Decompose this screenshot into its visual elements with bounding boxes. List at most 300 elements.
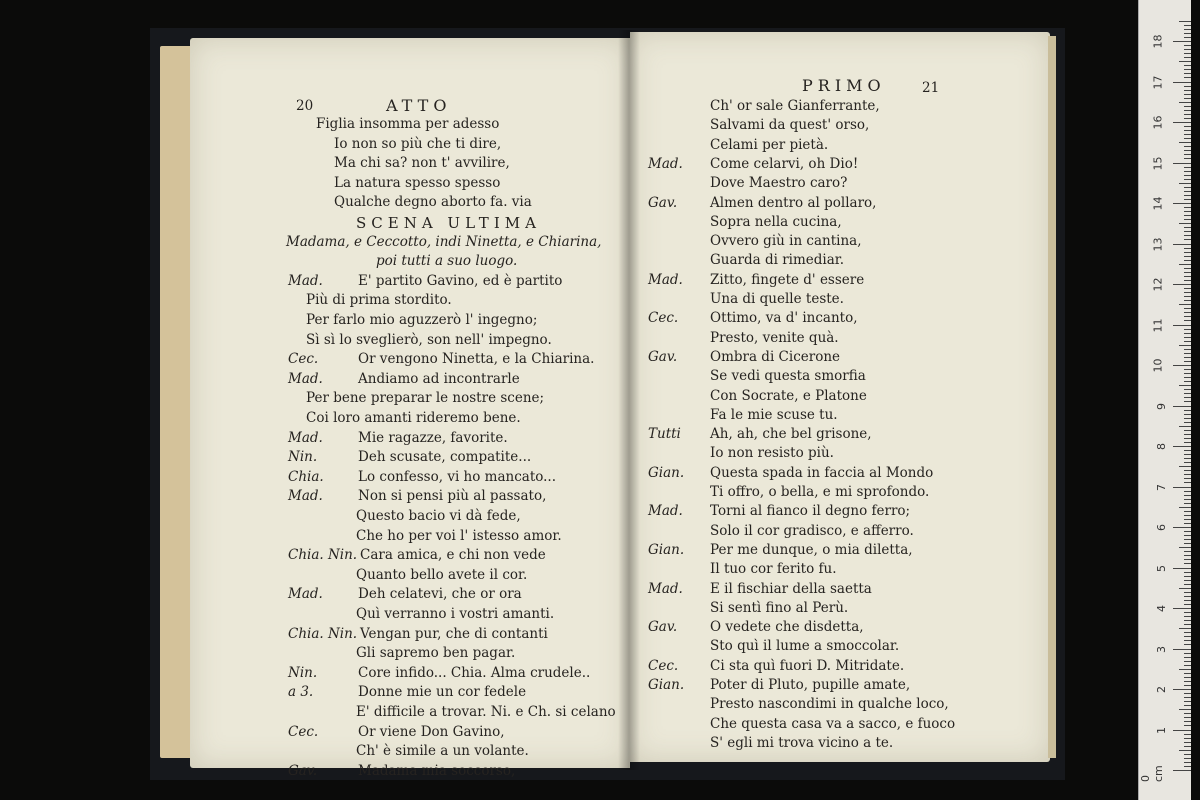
ruler-tick — [1184, 442, 1191, 443]
verse-text: Che questa casa va a sacco, e fuoco — [710, 715, 956, 732]
speaker-label: Mad. — [288, 272, 323, 289]
ruler-tick — [1184, 195, 1191, 196]
ruler-tick — [1173, 446, 1191, 447]
ruler-tick — [1184, 329, 1191, 330]
book-gutter — [618, 30, 640, 770]
verse-text: O vedete che disdetta, — [710, 619, 864, 636]
text-line — [648, 619, 864, 635]
ruler-tick — [1184, 551, 1191, 552]
ruler-tick — [1179, 628, 1191, 629]
speaker-label: Mad. — [648, 580, 683, 597]
ruler-tick — [1184, 543, 1191, 544]
ruler-tick — [1184, 438, 1191, 439]
ruler-tick — [1184, 725, 1191, 726]
verse-text: Per me dunque, o mia diletta, — [710, 541, 913, 558]
verse-text: Salvami da quest' orso, — [710, 117, 870, 134]
ruler-tick — [1184, 474, 1191, 475]
text-line — [356, 704, 616, 720]
page-edges-right — [1048, 36, 1056, 758]
text-line — [648, 426, 872, 442]
verse-text: Dove Maestro caro? — [710, 175, 848, 192]
ruler-tick — [1179, 264, 1191, 265]
speaker-label: Gian. — [648, 541, 685, 558]
verse-text: Andiamo ad incontrarle — [358, 370, 520, 387]
ruler-tick — [1184, 657, 1191, 658]
text-line — [334, 194, 532, 210]
speaker-label: Gav. — [288, 762, 318, 779]
text-line — [648, 638, 899, 654]
ruler-tick — [1184, 187, 1191, 188]
ruler-tick — [1184, 701, 1191, 702]
speaker-label: Chia. Nin. — [288, 547, 358, 564]
text-line — [648, 233, 862, 249]
ruler-tick — [1184, 632, 1191, 633]
ruler-tick — [1179, 507, 1191, 508]
ruler-tick — [1184, 377, 1191, 378]
verse-text: Si sentì fino al Perù. — [710, 599, 849, 616]
text-line — [356, 606, 554, 622]
ruler-tick — [1184, 268, 1191, 269]
verse-text: Sto quì il lume a smoccolar. — [710, 638, 900, 655]
speaker-label: Gav. — [648, 619, 678, 636]
ruler-tick — [1184, 369, 1191, 370]
verse-text: Donne mie un cor fedele — [358, 684, 527, 701]
text-line — [648, 291, 844, 307]
ruler-number: 14 — [1151, 196, 1165, 211]
text-line — [306, 390, 544, 406]
text-line — [288, 763, 515, 779]
ruler-tick — [1184, 57, 1191, 58]
text-line — [376, 253, 517, 269]
ruler-tick — [1184, 45, 1191, 46]
text-line — [648, 600, 848, 616]
verse-text: Che ho per voi l' istesso amor. — [356, 527, 562, 544]
ruler-tick — [1179, 385, 1191, 386]
ruler-tick — [1179, 223, 1191, 224]
speaker-label: Mad. — [648, 503, 683, 520]
ruler-tick — [1184, 215, 1191, 216]
ruler-tick — [1184, 410, 1191, 411]
ruler-tick — [1179, 61, 1191, 62]
ruler-tick — [1184, 754, 1191, 755]
ruler-tick — [1179, 345, 1191, 346]
ruler-number: 18 — [1151, 34, 1165, 49]
speaker-label: Mad. — [648, 155, 683, 172]
ruler-tick — [1184, 640, 1191, 641]
ruler-tick — [1184, 458, 1191, 459]
verse-text: Celami per pietà. — [710, 136, 829, 153]
text-line — [648, 368, 866, 384]
ruler-tick — [1184, 300, 1191, 301]
text-line — [648, 523, 914, 539]
ruler-tick — [1184, 248, 1191, 249]
ruler-tick — [1184, 296, 1191, 297]
ruler-tick — [1184, 592, 1191, 593]
ruler-tick — [1184, 69, 1191, 70]
ruler-tick — [1184, 580, 1191, 581]
ruler-tick — [1184, 86, 1191, 87]
verse-text: Ci sta quì fuori D. Mitridate. — [710, 657, 905, 674]
text-line — [648, 484, 929, 500]
ruler-tick — [1184, 523, 1191, 524]
text-line — [288, 665, 590, 681]
text-line — [334, 155, 510, 171]
ruler-tick — [1184, 644, 1191, 645]
ruler-tick — [1184, 25, 1191, 26]
ruler-tick — [1184, 94, 1191, 95]
ruler-tick — [1184, 130, 1191, 131]
ruler-tick — [1184, 414, 1191, 415]
speaker-label: Gav. — [648, 194, 678, 211]
text-line — [288, 724, 505, 740]
ruler-tick — [1184, 721, 1191, 722]
ruler-tick — [1184, 653, 1191, 654]
ruler-number: 4 — [1155, 605, 1168, 612]
speaker-label: Cec. — [288, 351, 319, 368]
verse-text: S' egli mi trova vicino a te. — [710, 734, 894, 751]
ruler-tick — [1173, 649, 1191, 650]
text-line — [648, 658, 904, 674]
text-line — [648, 272, 864, 288]
verse-text: Per bene preparar le nostre scene; — [306, 390, 545, 407]
text-line — [356, 567, 527, 583]
text-line — [356, 528, 562, 544]
ruler-tick — [1179, 750, 1191, 751]
ruler-tick — [1184, 693, 1191, 694]
ruler-tick — [1173, 487, 1191, 488]
ruler-tick — [1184, 235, 1191, 236]
ruler-tick — [1184, 681, 1191, 682]
ruler-tick — [1184, 110, 1191, 111]
ruler-tick — [1184, 766, 1191, 767]
speaker-label: Mad. — [288, 370, 323, 387]
ruler-tick — [1184, 495, 1191, 496]
ruler-tick — [1184, 357, 1191, 358]
ruler-tick — [1184, 673, 1191, 674]
ruler-tick — [1173, 163, 1191, 164]
ruler-number: 8 — [1155, 443, 1168, 450]
verse-text: Deh scusate, compatite... — [358, 449, 532, 466]
ruler-tick — [1184, 167, 1191, 168]
ruler-number: 5 — [1155, 564, 1168, 572]
ruler-tick — [1179, 588, 1191, 589]
ruler-tick — [1184, 73, 1191, 74]
ruler-tick — [1184, 572, 1191, 573]
ruler-tick — [1173, 122, 1191, 123]
ruler-tick — [1184, 179, 1191, 180]
ruler-tick — [1184, 665, 1191, 666]
ruler-tick — [1184, 499, 1191, 500]
ruler-tick — [1173, 365, 1191, 366]
verse-text: Sopra nella cucina, — [710, 213, 842, 230]
ruler-tick — [1184, 260, 1191, 261]
right-page — [630, 32, 1050, 762]
text-line — [286, 234, 601, 250]
verse-text: Presto, venite quà. — [710, 329, 839, 346]
ruler-tick — [1184, 134, 1191, 135]
ruler-tick — [1184, 316, 1191, 317]
ruler-number: 10 — [1151, 358, 1165, 373]
ruler-tick — [1184, 231, 1191, 232]
ruler-tick — [1184, 207, 1191, 208]
ruler-tick — [1179, 426, 1191, 427]
ruler-tick — [1184, 353, 1191, 354]
ruler-tick — [1184, 705, 1191, 706]
ruler-tick — [1184, 308, 1191, 309]
ruler-tick — [1184, 620, 1191, 621]
verse-text: Questa spada in faccia al Mondo — [710, 464, 934, 481]
speaker-label: Mad. — [288, 586, 323, 603]
ruler-tick — [1184, 758, 1191, 759]
text-line — [648, 542, 913, 558]
text-line — [648, 696, 949, 712]
text-line — [288, 488, 546, 504]
text-line — [288, 351, 594, 367]
verse-text: Ottimo, va d' incanto, — [710, 310, 858, 327]
speaker-label: Gav. — [648, 348, 678, 365]
text-line — [648, 503, 910, 519]
ruler-tick — [1184, 90, 1191, 91]
text-line — [648, 175, 847, 191]
left-page — [190, 38, 630, 779]
ruler-tick — [1184, 312, 1191, 313]
text-line — [648, 561, 837, 577]
ruler-tick — [1184, 482, 1191, 483]
ruler-tick — [1173, 568, 1191, 569]
ruler-tick — [1184, 389, 1191, 390]
text-line — [288, 430, 508, 446]
ruler-tick — [1184, 288, 1191, 289]
ruler-tick — [1184, 341, 1191, 342]
ruler-tick — [1179, 102, 1191, 103]
verse-text: Or vengono Ninetta, e la Chiarina. — [358, 351, 595, 368]
ruler-tick — [1184, 470, 1191, 471]
ruler-tick — [1184, 77, 1191, 78]
verse-text: La natura spesso spesso — [334, 174, 501, 191]
ruler-tick — [1184, 106, 1191, 107]
ruler-tick — [1184, 762, 1191, 763]
verse-text: Ombra di Cicerone — [710, 348, 841, 365]
speaker-label: a 3. — [288, 684, 314, 701]
verse-text: Guarda di rimediar. — [710, 252, 845, 269]
verse-text: Qualche degno aborto fa. via — [334, 194, 532, 211]
ruler-tick — [1184, 373, 1191, 374]
ruler-tick — [1184, 381, 1191, 382]
verse-text: Poter di Pluto, pupille amate, — [710, 677, 911, 693]
text-line — [288, 684, 526, 700]
text-line — [648, 330, 839, 346]
ruler-tick — [1184, 175, 1191, 176]
right-running-head: PRIMO — [802, 76, 886, 95]
text-line — [648, 156, 858, 172]
text-line — [306, 292, 452, 308]
ruler-tick — [1179, 304, 1191, 305]
ruler-tick — [1184, 401, 1191, 402]
verse-text: Il tuo cor ferito fu. — [710, 561, 837, 578]
ruler-number: 16 — [1151, 115, 1165, 130]
ruler-tick — [1184, 559, 1191, 560]
verse-text: Zitto, fingete d' essere — [710, 271, 865, 288]
verse-text: Con Socrate, e Platone — [710, 387, 867, 404]
verse-text: Figlia insomma per adesso — [316, 116, 500, 132]
ruler-number: 3 — [1155, 645, 1168, 653]
text-line — [648, 735, 893, 751]
text-line — [648, 195, 876, 211]
text-line — [648, 716, 955, 732]
verse-text: poi tutti a suo luogo. — [376, 253, 518, 270]
text-line — [648, 445, 834, 461]
verse-text: Torni al fianco il degno ferro; — [710, 503, 911, 520]
ruler-number: 12 — [1151, 277, 1165, 292]
ruler-tick — [1184, 29, 1191, 30]
ruler-tick — [1184, 746, 1191, 747]
ruler-tick — [1179, 183, 1191, 184]
ruler-tick — [1184, 531, 1191, 532]
speaker-label: Cec. — [288, 723, 319, 740]
ruler-tick — [1184, 430, 1191, 431]
verse-text: Ah, ah, che bel grisone, — [710, 426, 872, 443]
text-line — [648, 252, 844, 268]
verse-text: Non si pensi più al passato, — [358, 488, 547, 505]
text-line — [306, 410, 521, 426]
verse-text: Questo bacio vi dà fede, — [356, 508, 521, 524]
text-line — [316, 116, 499, 132]
speaker-label: Chia. — [288, 468, 324, 485]
ruler-tick — [1184, 118, 1191, 119]
ruler-tick — [1184, 154, 1191, 155]
text-line — [648, 137, 828, 153]
ruler-tick — [1184, 478, 1191, 479]
ruler-tick — [1184, 292, 1191, 293]
ruler-tick — [1184, 211, 1191, 212]
verse-text: Solo il cor gradisco, e afferro. — [710, 522, 914, 539]
ruler-tick — [1184, 146, 1191, 147]
verse-text: Io non resisto più. — [710, 445, 834, 462]
verse-text: Or viene Don Gavino, — [358, 723, 505, 740]
text-line — [288, 547, 546, 563]
verse-text: Sì sì lo sveglierò, son nell' impegno. — [306, 331, 552, 348]
ruler-tick — [1179, 466, 1191, 467]
verse-text: Ovvero giù in cantina, — [710, 233, 862, 250]
ruler-tick — [1184, 397, 1191, 398]
verse-text: Più di prima stordito. — [306, 292, 452, 309]
verse-text: Se vedi questa smorfia — [710, 368, 866, 385]
ruler-tick — [1173, 41, 1191, 42]
verse-text: Io non so più che ti dire, — [334, 135, 502, 152]
text-line — [288, 449, 531, 465]
ruler-tick — [1179, 547, 1191, 548]
ruler-tick — [1184, 239, 1191, 240]
verse-text: Quì verranno i vostri amanti. — [356, 606, 555, 622]
ruler-tick — [1184, 138, 1191, 139]
text-line — [648, 310, 858, 326]
ruler-tick — [1184, 563, 1191, 564]
ruler-tick — [1184, 503, 1191, 504]
ruler-tick — [1184, 276, 1191, 277]
verse-text: Core infido... Chia. Alma crudele.. — [358, 664, 591, 681]
ruler-tick — [1184, 158, 1191, 159]
text-line — [356, 645, 515, 661]
text-line — [288, 469, 556, 485]
ruler-tick — [1179, 669, 1191, 670]
ruler-tick — [1173, 527, 1191, 528]
ruler-tick — [1184, 596, 1191, 597]
ruler-tick — [1184, 333, 1191, 334]
verse-text: E' difficile a trovar. Ni. e Ch. si celano — [356, 704, 616, 720]
ruler-tick — [1179, 709, 1191, 710]
ruler-unit-label: 0 cm — [1139, 765, 1165, 782]
ruler-tick — [1173, 244, 1191, 245]
verse-text: Ch' or sale Gianferrante, — [710, 98, 880, 114]
ruler-tick — [1184, 114, 1191, 115]
speaker-label: Chia. Nin. — [288, 625, 358, 642]
ruler-tick — [1173, 406, 1191, 407]
text-line — [288, 586, 522, 602]
text-line — [356, 743, 529, 759]
ruler-tick — [1173, 770, 1191, 771]
left-running-head: ATTO — [386, 96, 452, 115]
speaker-label: Nin. — [288, 664, 318, 681]
ruler-tick — [1184, 98, 1191, 99]
ruler-tick — [1184, 738, 1191, 739]
text-line — [648, 677, 910, 693]
text-line — [306, 332, 552, 348]
ruler-tick — [1184, 227, 1191, 228]
ruler-tick — [1184, 199, 1191, 200]
ruler-number: 11 — [1151, 318, 1165, 332]
ruler-tick — [1184, 636, 1191, 637]
ruler-tick — [1173, 608, 1191, 609]
speaker-label: Cec. — [648, 657, 679, 674]
ruler-tick — [1184, 539, 1191, 540]
ruler-tick — [1184, 511, 1191, 512]
ruler-tick — [1184, 515, 1191, 516]
verse-text: Madama, e Ceccotto, indi Ninetta, e Chiarina, — [286, 233, 602, 250]
verse-text: Presto nascondimi in qualche loco, — [710, 696, 949, 713]
ruler-tick — [1184, 661, 1191, 662]
ruler-tick — [1184, 555, 1191, 556]
speaker-label: Gian. — [648, 677, 685, 693]
ruler-tick — [1184, 422, 1191, 423]
ruler-tick — [1184, 462, 1191, 463]
ruler-number: 13 — [1151, 237, 1165, 251]
verse-text: Gli sapremo ben pagar. — [356, 645, 516, 662]
speaker-label: Mad. — [288, 488, 323, 505]
text-line — [648, 349, 840, 365]
speaker-label: Tutti — [648, 426, 681, 443]
verse-text: Come celarvi, oh Dio! — [710, 155, 859, 172]
verse-text: Coi loro amanti rideremo bene. — [306, 410, 521, 426]
ruler-tick — [1184, 150, 1191, 151]
ruler-tick — [1184, 576, 1191, 577]
text-line — [648, 581, 872, 597]
text-line — [648, 117, 869, 133]
ruler-tick — [1184, 584, 1191, 585]
text-line — [288, 371, 520, 387]
text-line — [334, 136, 501, 152]
text-line — [288, 273, 562, 289]
ruler-tick — [1184, 697, 1191, 698]
ruler-tick — [1184, 126, 1191, 127]
ruler-tick — [1184, 33, 1191, 34]
ruler-tick — [1184, 53, 1191, 54]
speaker-label: Mad. — [288, 429, 323, 446]
ruler-tick — [1184, 49, 1191, 50]
ruler-tick — [1173, 82, 1191, 83]
verse-text: Lo confesso, vi ho mancato... — [358, 468, 557, 485]
ruler-tick — [1184, 616, 1191, 617]
ruler-tick — [1184, 604, 1191, 605]
